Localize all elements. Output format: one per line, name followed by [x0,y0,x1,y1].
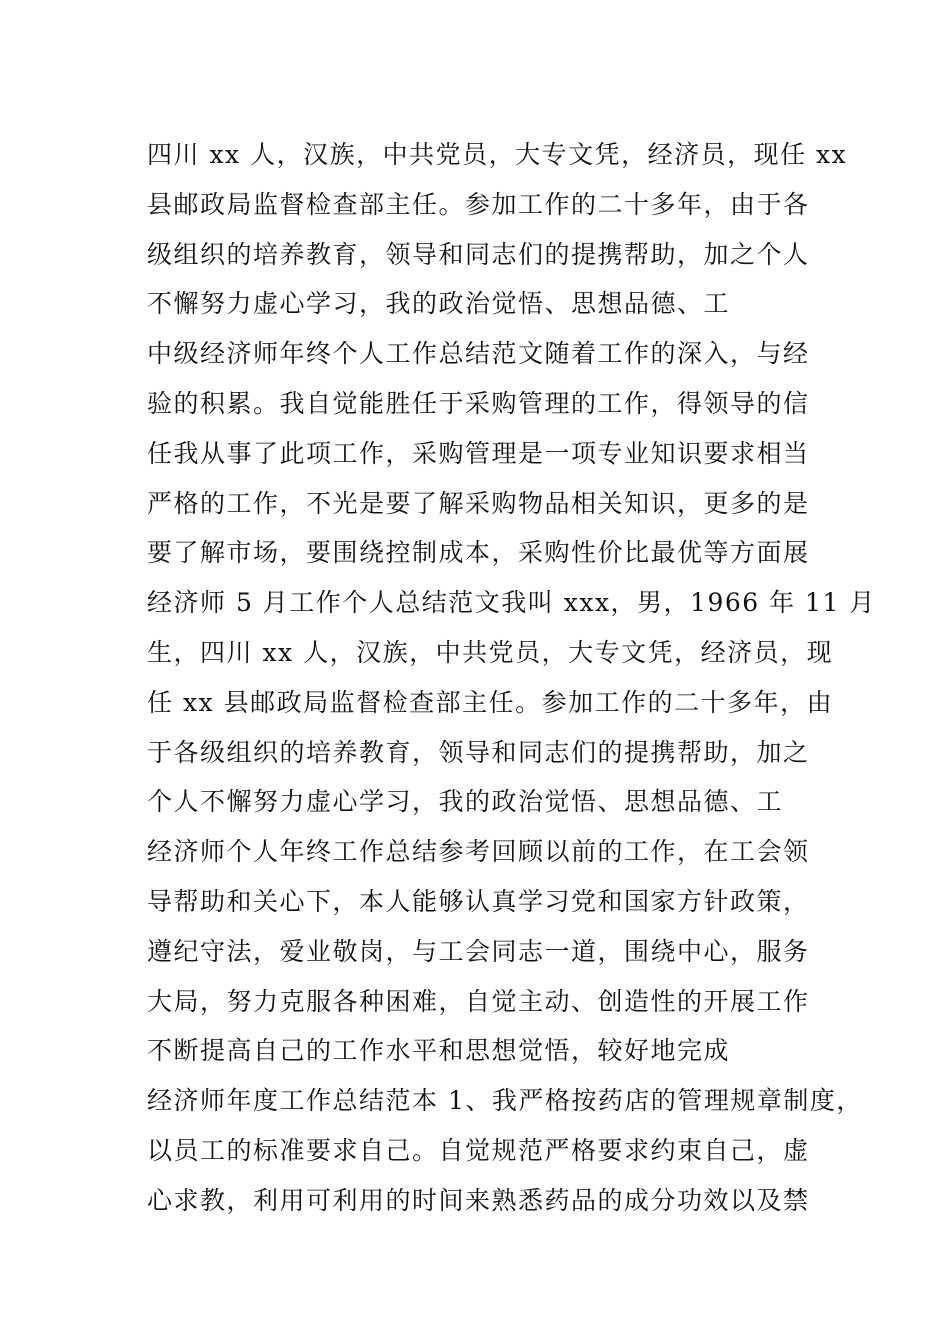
text-line: 经济师个人年终工作总结参考回顾以前的工作，在工会领 [147,837,810,867]
text-line: 经济师 5 月工作个人总结范文我叫 xxx，男，1966 年 11 月 [147,588,876,618]
text-line: 任 xx 县邮政局监督检查部主任。参加工作的二十多年，由 [147,687,834,717]
text-line: 大局，努力克服各种困难，自觉主动、创造性的开展工作 [147,986,810,1016]
text-line: 心求教，利用可利用的时间来熟悉药品的成分功效以及禁 [147,1185,810,1215]
text-line: 经济师年度工作总结范本 1、我严格按药店的管理规章制度， [147,1086,863,1116]
text-line: 以员工的标准要求自己。自觉规范严格要求约束自己，虚 [147,1135,810,1165]
text-line: 不断提高自己的工作水平和思想觉悟，较好地完成 [147,1036,731,1066]
text-line: 四川 xx 人，汉族，中共党员，大专文凭，经济员，现任 xx [147,140,848,169]
document-body [147,130,876,1226]
text-line: 导帮助和关心下，本人能够认真学习党和国家方针政策， [147,886,810,916]
text-line: 任我从事了此项工作，采购管理是一项专业知识要求相当 [147,438,810,468]
text-line: 于各级组织的培养教育，领导和同志们的提携帮助，加之 [147,737,810,767]
text-line: 要了解市场，要围绕控制成本，采购性价比最优等方面展 [147,538,810,568]
text-line: 级组织的培养教育，领导和同志们的提携帮助，加之个人 [147,239,810,269]
text-line: 遵纪守法，爱业敬岗，与工会同志一道，围绕中心，服务 [147,936,810,966]
text-line: 生，四川 xx 人，汉族，中共党员，大专文凭，经济员，现 [147,637,834,667]
text-line: 县邮政局监督检查部主任。参加工作的二十多年，由于各 [147,189,810,219]
text-line: 严格的工作，不光是要了解采购物品相关知识，更多的是 [147,488,810,518]
text-line: 个人不懈努力虚心学习，我的政治觉悟、思想品德、工 [147,787,784,817]
text-line: 不懈努力虚心学习，我的政治觉悟、思想品德、工 [147,289,731,319]
text-line: 验的积累。我自觉能胜任于采购管理的工作，得领导的信 [147,388,810,418]
text-line: 中级经济师年终个人工作总结范文随着工作的深入，与经 [147,339,810,369]
